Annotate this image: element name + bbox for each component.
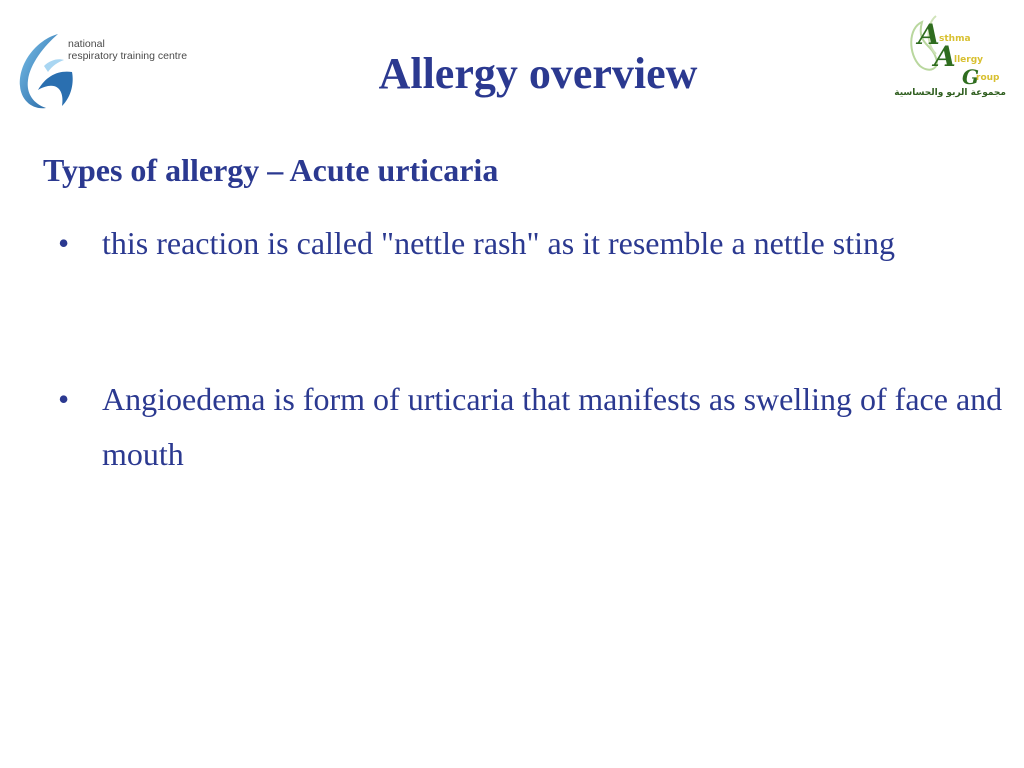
logo-word-3: roup	[976, 73, 1000, 83]
bullet-item	[58, 220, 1004, 266]
nrtc-logo-line-1: national	[68, 38, 105, 50]
logo-arabic-caption: مجموعة الربو والحساسية	[894, 88, 1006, 98]
bullet-marker: •	[58, 381, 70, 417]
slide-title: Allergy overview	[378, 49, 698, 98]
logo-letter-3: G	[962, 65, 980, 88]
bullet-text: this reaction is called "nettle rash" as it resemble a nettle sting	[102, 225, 895, 261]
nrtc-logo-line-2: respiratory training centre	[68, 50, 188, 62]
logo-word-1: sthma	[939, 34, 971, 44]
logo-letter-2: A	[934, 40, 956, 73]
logo-word-2: llergy	[954, 55, 984, 65]
bullet-text: Angioedema is form of urticaria that manifests as swelling of face and mouth	[102, 381, 1003, 472]
bullet-item	[58, 372, 1004, 482]
logo-letter-1: A	[918, 18, 940, 51]
bullet-marker: •	[58, 225, 70, 261]
slide-subtitle: Types of allergy – Acute urticaria	[43, 152, 499, 188]
